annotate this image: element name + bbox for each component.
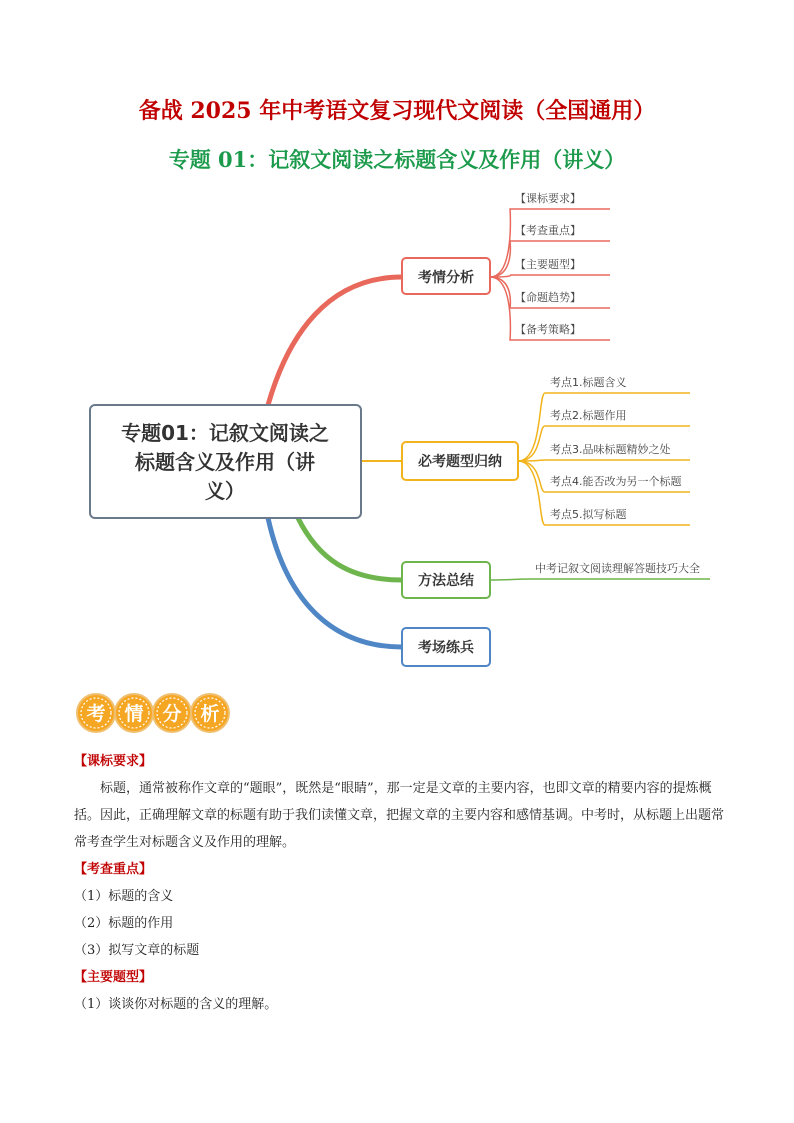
content-body [74,748,734,1018]
mindmap-branch-label: 方法总结 [418,573,474,589]
mindmap-root-text: 专题01：记叙文阅读之 [121,421,329,445]
list-item: （2）标题的作用 [74,916,174,931]
mind-map [0,180,794,680]
mindmap-link [268,277,402,405]
badge-char-text: 析 [200,703,220,725]
mindmap-child-label: 【命题趋势】 [515,291,581,304]
mindmap-link [298,518,402,580]
mindmap-child-label: 考点5.拟写标题 [550,508,627,521]
mindmap-branch-node [402,442,518,480]
mindmap-link [268,518,402,647]
mindmap-branch-label: 考场练兵 [418,640,474,656]
list-item: （3）拟写文章的标题 [74,943,200,958]
badge-char-text: 情 [124,703,144,725]
list-item: （1）标题的含义 [74,889,174,904]
mindmap-child-link [490,579,710,580]
mindmap-branch-label: 考情分析 [418,270,474,286]
document-title: 备战 2025 年中考语文复习现代文阅读（全国通用） [138,98,656,124]
mindmap-root-text: 义） [205,479,245,503]
mindmap-branch-node [402,628,490,666]
section-heading: 【考查重点】 [74,862,153,877]
badge-char [153,694,191,732]
document-subtitle: 专题 01：记叙文阅读之标题含义及作用（讲义） [168,147,626,172]
mindmap-child-label: 考点4.能否改为另一个标题 [550,475,682,488]
mindmap-child-label: 考点1.标题含义 [550,376,627,389]
section-heading: 【课标要求】 [74,754,153,769]
badge-char-text: 考 [86,703,106,725]
mindmap-branch-label: 必考题型归纳 [418,454,502,470]
mindmap-child-label: 考点3.品味标题精妙之处 [550,443,671,456]
mindmap-child-label: 【课标要求】 [515,192,581,205]
badge-char [77,694,115,732]
mindmap-child-label: 考点2.标题作用 [550,409,627,422]
badge-char [115,694,153,732]
mindmap-root-node [90,405,361,518]
mindmap-child-label: 中考记叙文阅读理解答题技巧大全 [535,562,700,575]
paragraph: 标题，通常被称作文章的“题眼”，既然是“眼睛”，那一定是文章的主要内容，也即文章的精要内容的提炼概括。因此，正确理解文章的标题有助于我们读懂文章，把握文章的主要内容和感情基调。中考时，从标题上出题常常考查学生对标题含义及作用的理解。 [74,781,725,850]
section-badge [74,691,234,739]
badge-char-text: 分 [162,703,182,725]
list-item: （1）谈谈你对标题的含义的理解。 [74,997,278,1012]
mindmap-child-label: 【备考策略】 [515,323,581,336]
mindmap-root-text: 标题含义及作用（讲 [135,450,315,474]
mindmap-branch-node [402,258,490,294]
mindmap-child-label: 【考查重点】 [515,224,581,237]
mindmap-child-link [490,275,610,277]
mindmap-branch-node [402,562,490,598]
mindmap-child-link [518,460,690,461]
section-heading: 【主要题型】 [74,970,153,985]
badge-char [191,694,229,732]
mindmap-child-label: 【主要题型】 [515,258,581,271]
